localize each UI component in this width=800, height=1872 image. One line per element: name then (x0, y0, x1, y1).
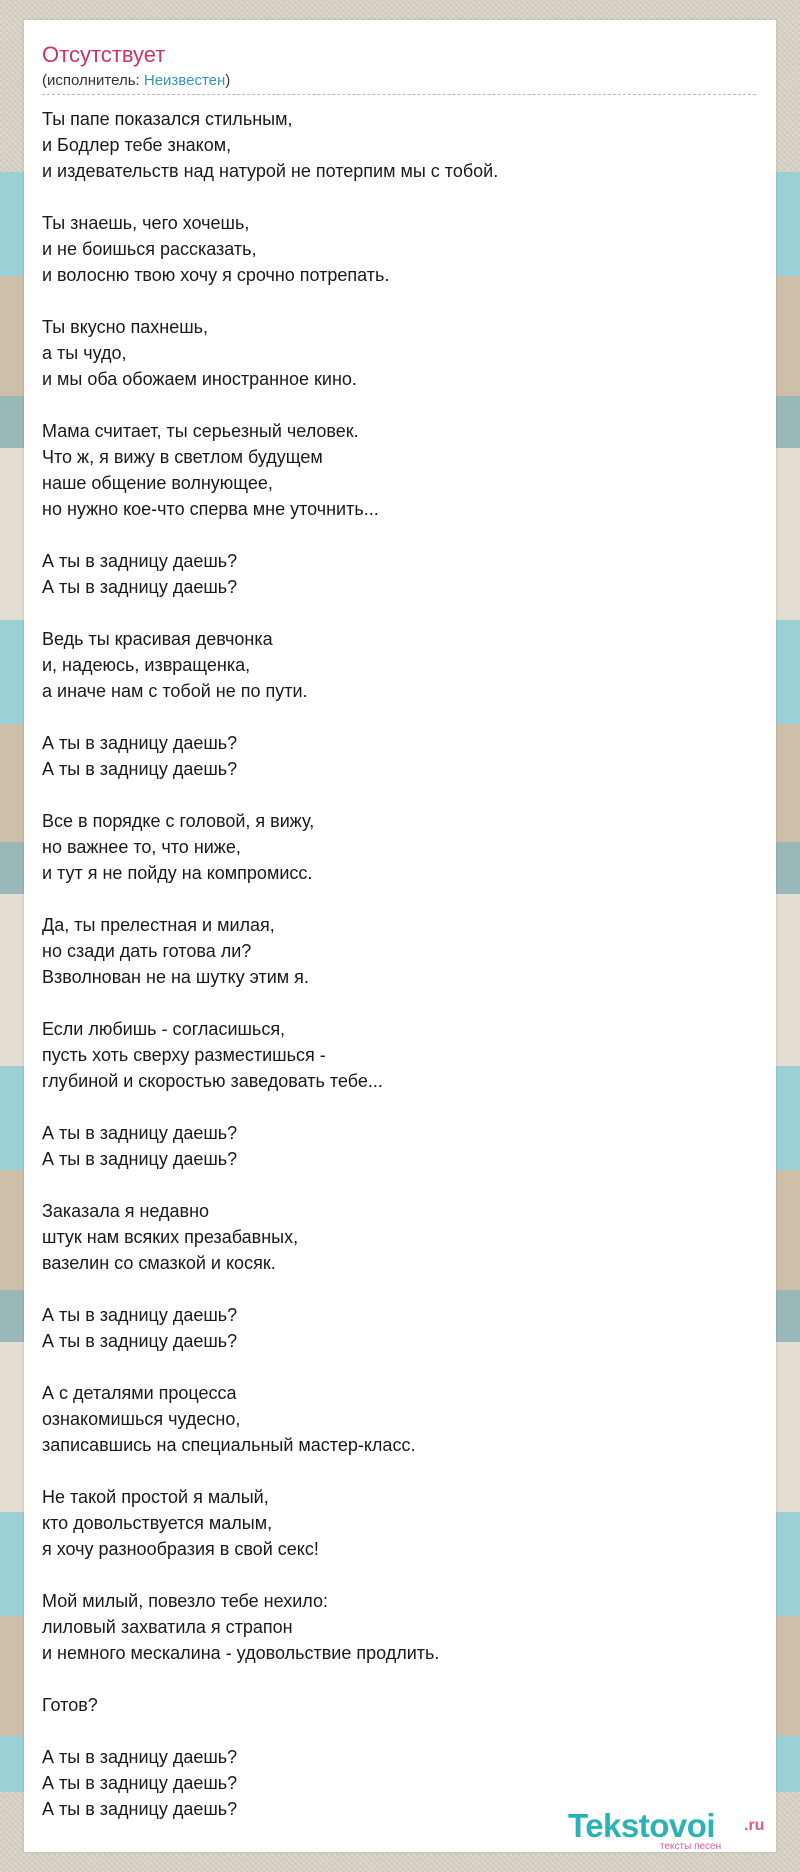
lyric-line: А ты в задницу даешь? (42, 1123, 238, 1143)
stanza-break (42, 522, 756, 548)
stanza-break (42, 1458, 756, 1484)
lyrics-text (42, 106, 756, 1822)
stanza-break (42, 1718, 756, 1744)
stanza-break (42, 1172, 756, 1198)
lyric-line: а иначе нам с тобой не по пути. (42, 681, 308, 701)
stanza-break (42, 1666, 756, 1692)
stanza-break (42, 782, 756, 808)
lyric-line: Ты вкусно пахнешь, (42, 317, 209, 337)
lyric-line: Ты папе показался стильным, (42, 109, 293, 129)
lyric-line: и, надеюсь, извращенка, (42, 655, 251, 675)
lyric-line: но важнее то, что ниже, (42, 837, 241, 857)
lyric-line: но нужно кое-что сперва мне уточнить... (42, 499, 379, 519)
logo-tagline: тексты песен (660, 1841, 722, 1852)
stanza-break (42, 184, 756, 210)
lyric-line: глубиной и скоростью заведовать тебе... (42, 1071, 383, 1091)
lyric-line: и волосню твою хочу я срочно потрепать. (42, 265, 390, 285)
lyric-line: Взволнован не на шутку этим я. (42, 967, 309, 987)
lyric-line: Да, ты прелестная и милая, (42, 915, 275, 935)
lyric-line: записавшись на специальный мастер-класс. (42, 1435, 416, 1455)
lyric-line: Мама считает, ты серьезный человек. (42, 421, 359, 441)
lyric-line: А ты в задницу даешь? (42, 733, 238, 753)
lyric-line: Ты знаешь, чего хочешь, (42, 213, 250, 233)
lyric-line: и издевательств над натурой не потерпим мы с тобой. (42, 161, 499, 181)
lyric-line: вазелин со смазкой и косяк. (42, 1253, 276, 1273)
lyric-line: Ведь ты красивая девчонка (42, 629, 273, 649)
lyric-line: и не боишься рассказать, (42, 239, 257, 259)
stanza-break (42, 886, 756, 912)
stanza-break (42, 392, 756, 418)
stanza-break (42, 990, 756, 1016)
lyric-line: Если любишь - согласишься, (42, 1019, 286, 1039)
lyric-line: А ты в задницу даешь? (42, 551, 238, 571)
lyric-line: Не такой простой я малый, (42, 1487, 269, 1507)
stanza-break (42, 1354, 756, 1380)
lyric-line: я хочу разнообразия в свой секс! (42, 1539, 319, 1559)
lyric-line: и немного мескалина - удовольствие продлить. (42, 1643, 440, 1663)
lyric-line: Что ж, я вижу в светлом будущем (42, 447, 323, 467)
lyric-line: кто довольствуется малым, (42, 1513, 273, 1533)
lyric-line: лиловый захватила я страпон (42, 1617, 293, 1637)
lyric-line: пусть хоть сверху разместишься - (42, 1045, 326, 1065)
logo-name: Tekstovoi (568, 1807, 716, 1844)
lyric-line: Заказала я недавно (42, 1201, 210, 1221)
lyric-line: А ты в задницу даешь? (42, 1331, 238, 1351)
lyric-line: А ты в задницу даешь? (42, 1747, 238, 1767)
byline-suffix: ) (225, 72, 231, 89)
lyric-line: и тут я не пойду на компромисс. (42, 863, 313, 883)
lyric-line: Все в порядке с головой, я вижу, (42, 811, 315, 831)
lyric-line: наше общение волнующее, (42, 473, 273, 493)
lyric-line: ознакомишься чудесно, (42, 1409, 241, 1429)
lyric-line: А ты в задницу даешь? (42, 1149, 238, 1169)
logo-tld: .ru (744, 1817, 765, 1834)
artist-link[interactable]: Неизвестен (143, 72, 226, 89)
byline-prefix: (исполнитель: (42, 72, 144, 89)
lyric-line: А с деталями процесса (42, 1383, 237, 1403)
stanza-break (42, 288, 756, 314)
lyric-line: Готов? (42, 1695, 98, 1715)
lyric-line: но сзади дать готова ли? (42, 941, 252, 961)
song-title: Отсутствует (42, 42, 166, 67)
lyrics-card (24, 20, 776, 1852)
stanza-break (42, 1276, 756, 1302)
lyric-line: А ты в задницу даешь? (42, 759, 238, 779)
lyric-line: А ты в задницу даешь? (42, 577, 238, 597)
lyric-line: А ты в задницу даешь? (42, 1773, 238, 1793)
stanza-break (42, 1094, 756, 1120)
lyric-line: и мы оба обожаем иностранное кино. (42, 369, 357, 389)
lyric-line: Мой милый, повезло тебе нехило: (42, 1591, 328, 1611)
stanza-break (42, 704, 756, 730)
artist-byline (42, 72, 230, 90)
lyric-line: и Бодлер тебе знаком, (42, 135, 232, 155)
lyric-line: штук нам всяких презабавных, (42, 1227, 299, 1247)
lyric-line: а ты чудо, (42, 343, 127, 363)
site-logo[interactable] (568, 1808, 780, 1852)
lyric-line: А ты в задницу даешь? (42, 1799, 238, 1819)
title-divider (42, 94, 756, 95)
stanza-break (42, 1562, 756, 1588)
lyric-line: А ты в задницу даешь? (42, 1305, 238, 1325)
stanza-break (42, 600, 756, 626)
